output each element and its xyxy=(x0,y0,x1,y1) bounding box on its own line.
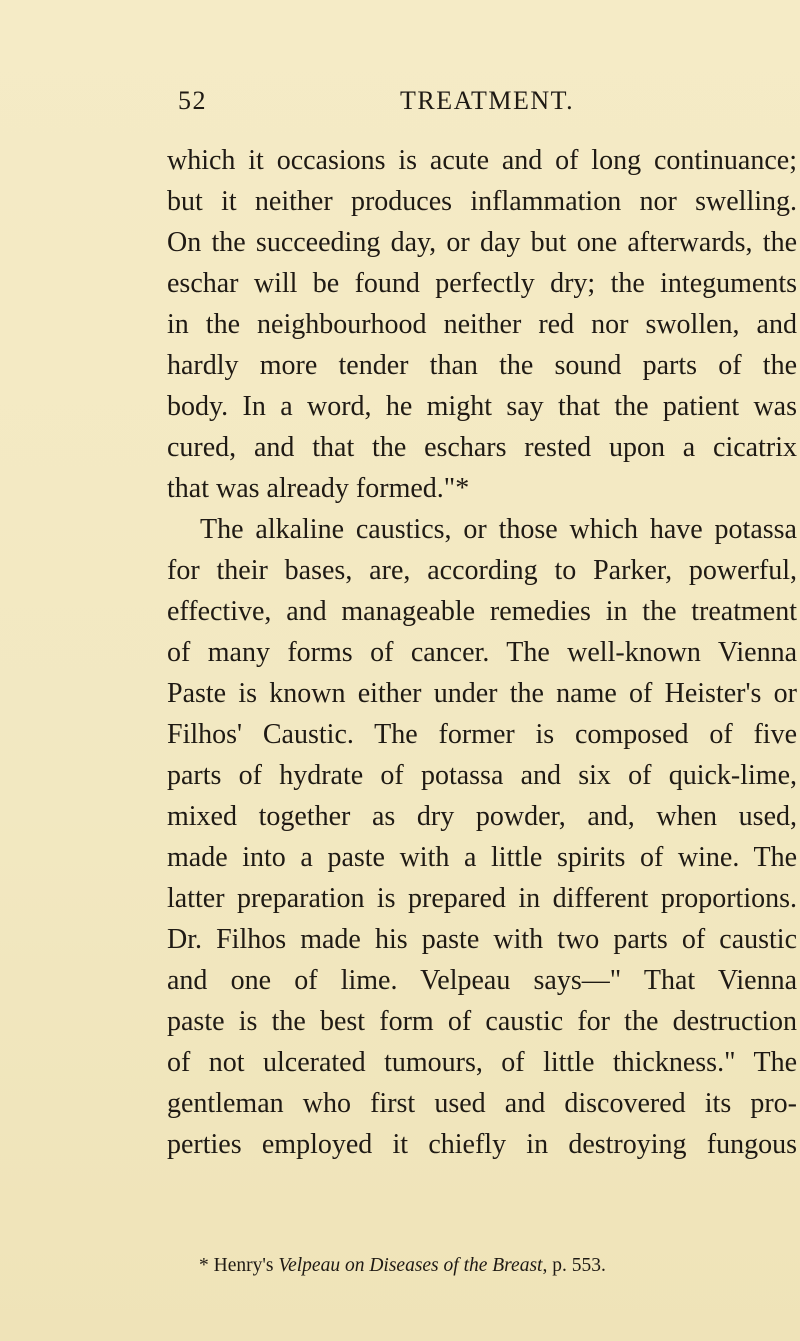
footnote-title: Velpeau on Diseases of the Breast xyxy=(278,1255,543,1276)
text-line: which it occasions is acute and of long continuance; xyxy=(167,145,797,176)
text-line: On the succeeding day, or day but one afterwards, the xyxy=(167,227,797,258)
text-line: Filhos' Caustic. The former is composed of five xyxy=(167,719,797,750)
text-line: eschar will be found perfectly dry; the integuments xyxy=(167,268,797,299)
text-line: paste is the best form of caustic for the destruction xyxy=(167,1006,797,1037)
text-line: in the neighbourhood neither red nor swollen, and xyxy=(167,309,797,340)
text-line: Paste is known either under the name of Heister's or xyxy=(167,678,797,709)
text-line: and one of lime. Velpeau says—" That Vienna xyxy=(167,965,797,996)
footnote-marker: * Henry's xyxy=(199,1255,279,1276)
body-text xyxy=(167,140,797,1165)
page-number: 52 xyxy=(178,86,207,115)
text-line: hardly more tender than the sound parts of the xyxy=(167,350,797,381)
text-line: perties employed it chiefly in destroying fungous xyxy=(167,1129,797,1160)
text-line: cured, and that the eschars rested upon a cicatrix xyxy=(167,432,797,463)
text-line: mixed together as dry powder, and, when used, xyxy=(167,801,797,832)
running-head: TREATMENT. xyxy=(400,86,575,115)
footnote xyxy=(199,1253,769,1279)
text-line: made into a paste with a little spirits of wine. The xyxy=(167,842,797,873)
footnote-suffix: , p. 553. xyxy=(542,1255,606,1276)
text-line: but it neither produces inflammation nor swelling. xyxy=(167,186,797,217)
text-line: body. In a word, he might say that the patient was xyxy=(167,391,797,422)
text-line: gentleman who first used and discovered its pro- xyxy=(167,1088,797,1119)
text-line: for their bases, are, according to Parker, powerful, xyxy=(167,555,797,586)
text-line: effective, and manageable remedies in the treatment xyxy=(167,596,797,627)
text-line: Dr. Filhos made his paste with two parts of caustic xyxy=(167,924,797,955)
text-line: of not ulcerated tumours, of little thickness." The xyxy=(167,1047,797,1078)
text-line: parts of hydrate of potassa and six of quick-lime, xyxy=(167,760,797,791)
text-line: latter preparation is prepared in different proportions. xyxy=(167,883,797,914)
page-header xyxy=(178,86,598,120)
paragraph-start-line: The alkaline caustics, or those which have potassa xyxy=(200,514,797,545)
text-line: of many forms of cancer. The well-known Vienna xyxy=(167,637,797,668)
text-line: that was already formed."* xyxy=(167,473,470,504)
